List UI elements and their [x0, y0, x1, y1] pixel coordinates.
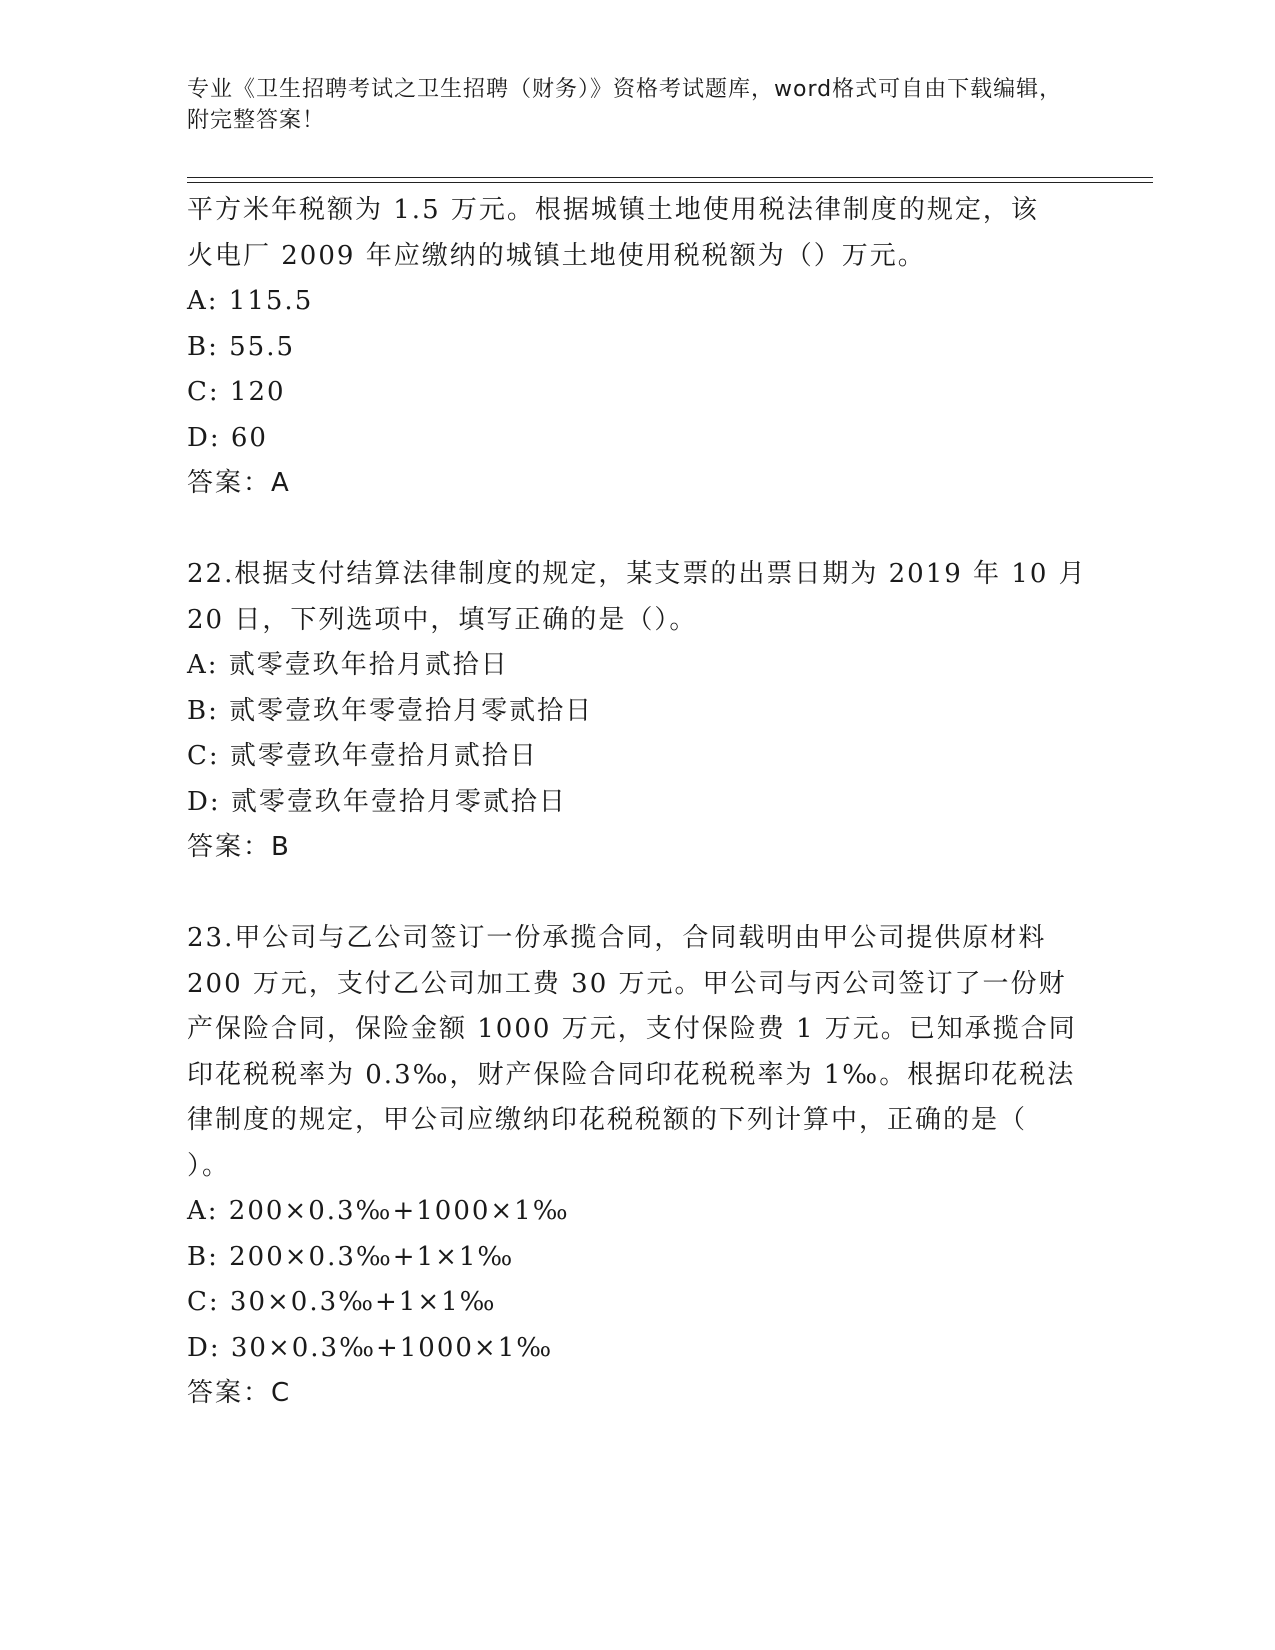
option-d: D: 贰零壹玖年壹拾月零贰拾日 [187, 786, 567, 817]
question-text-line: 律制度的规定，甲公司应缴纳印花税税额的下列计算中，正确的是（ [187, 1105, 1028, 1135]
option-c: C: 120 [187, 377, 286, 407]
answer-line: 答案：A [187, 468, 291, 498]
option-a: A: 贰零壹玖年拾月贰拾日 [187, 650, 509, 680]
spacer [187, 871, 1087, 917]
question-content [187, 188, 1087, 1417]
answer-line: 答案：C [187, 1378, 292, 1408]
option-b: B: 55.5 [187, 331, 296, 362]
question-text-line: 印花税税率为 0.3‰，财产保险合同印花税税率为 1‰。根据印花税法 [187, 1059, 1076, 1090]
question-23 [187, 916, 1087, 1417]
document-header: 专业《卫生招聘考试之卫生招聘（财务）》资格考试题库，word格式可自由下载编辑，附完整答案！ [187, 77, 1063, 133]
question-22 [187, 552, 1087, 871]
question-text-line: ）。 [187, 1150, 231, 1181]
option-b: B: 贰零壹玖年零壹拾月零贰拾日 [187, 695, 594, 726]
option-c: C: 贰零壹玖年壹拾月贰拾日 [187, 741, 538, 771]
option-d: D: 30×0.3‰+1000×1‰ [187, 1332, 554, 1363]
question-text-line: 产保险合同，保险金额 1000 万元，支付保险费 1 万元。已知承揽合同 [187, 1014, 1077, 1044]
question-text-line: 火电厂 2009 年应缴纳的城镇土地使用税税额为（）万元。 [187, 240, 926, 271]
option-b: B: 200×0.3‰+1×1‰ [187, 1241, 515, 1272]
option-a: A: 115.5 [187, 286, 314, 316]
header-divider-bottom [187, 182, 1153, 183]
question-text-line: 20 日，下列选项中，填写正确的是（）。 [187, 604, 698, 635]
answer-line: 答案：B [187, 832, 291, 862]
spacer [187, 507, 1087, 553]
option-c: C: 30×0.3‰+1×1‰ [187, 1287, 497, 1317]
question-text-line: 22.根据支付结算法律制度的规定，某支票的出票日期为 2019 年 10 月 [187, 559, 1087, 589]
question-21 [187, 188, 1087, 507]
question-text-line: 平方米年税额为 1.5 万元。根据城镇土地使用税法律制度的规定，该 [187, 195, 1039, 225]
option-a: A: 200×0.3‰+1000×1‰ [187, 1196, 570, 1226]
option-d: D: 60 [187, 422, 268, 453]
header-divider-top [187, 177, 1153, 178]
question-text-line: 200 万元，支付乙公司加工费 30 万元。甲公司与丙公司签订了一份财 [187, 968, 1067, 999]
question-text-line: 23.甲公司与乙公司签订一份承揽合同，合同载明由甲公司提供原材料 [187, 923, 1047, 953]
